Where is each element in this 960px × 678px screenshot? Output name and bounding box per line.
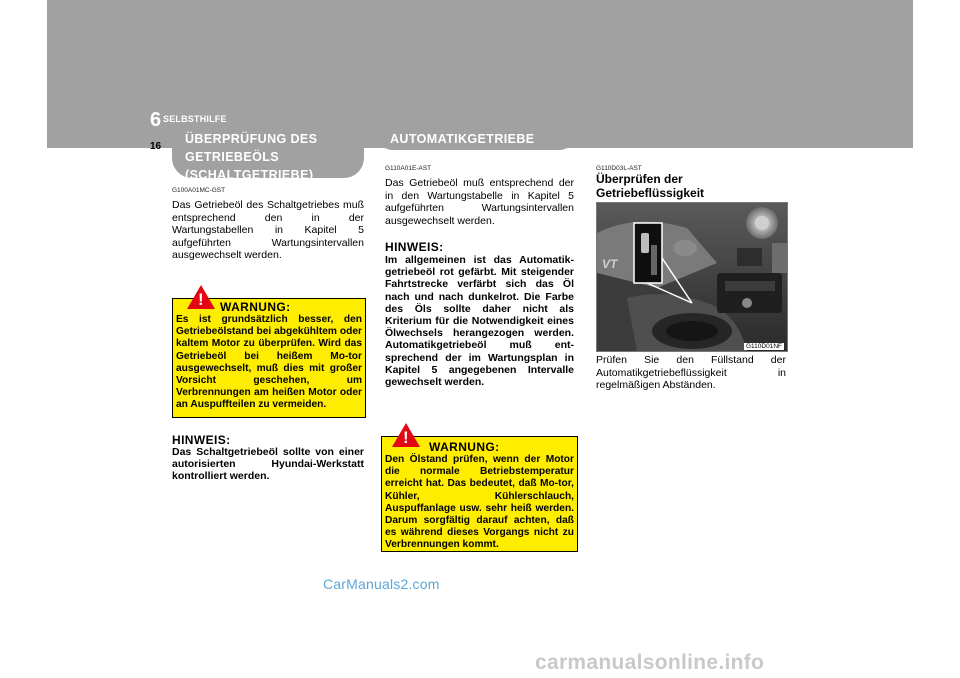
section-title-line-1: ÜBERPRÜFUNG DES: [185, 132, 318, 146]
section-code: G100A01MC-GST: [172, 187, 226, 194]
subheading-line-1: Überprüfen der: [596, 172, 683, 186]
warning-text: Es ist grundsätzlich besser, den Getriebeölstand bei abgekühltem oder kaltem Motor zu überprüfen. Wird das Getriebeöl bei heißem Mo-tor ausgewechselt, muß dies mit großer Vorsicht geschehen, um Verbrennungen am heißen Motor oder an Auspuffteilen zu vermeiden.: [176, 314, 362, 411]
note-text: Im allgemeinen ist das Automatik-getriebeöl rot gefärbt. Mit steigender Fahrtstrecke verfärbt sich das Öl nach und nach dunkelrot. Die Farbe des Öls sollte daher nicht als Kriterium für die Notwendigkeit eines Ölwechsels herangezogen werden. Automatikgetriebeöl muß ent-sprechend der im Wartungsplan in Kapitel 5 angegebenen Intervalle gewechselt werden.: [385, 254, 574, 389]
chapter-title: SELBSTHILFE: [163, 114, 227, 124]
paragraph-check-fluid: Prüfen Sie den Füllstand der Automatikgetriebeflüssigkeit in regelmäßigen Abständen.: [596, 354, 786, 391]
section-title: AUTOMATIKGETRIEBE: [390, 132, 535, 146]
section-title-line-2: GETRIEBEÖLS: [185, 150, 279, 164]
image-label: G110D01NF: [745, 343, 782, 350]
section-title-line-3: (SCHALTGETRIEBE): [185, 168, 314, 182]
header-band: [47, 0, 913, 148]
note-heading: HINWEIS:: [385, 240, 444, 254]
exclamation-icon: !: [403, 428, 409, 447]
warning-box-middle: [381, 428, 578, 552]
exclamation-icon: !: [198, 290, 204, 309]
paragraph-automatic-oil-change: Das Getriebeöl muß entsprechend der in den Wartungstabelle in Kapitel 5 aufgeführten Wartungsintervallen ausgewechselt werden.: [385, 177, 574, 227]
watermark-carmanualsonline: carmanualsonline.info: [535, 651, 765, 674]
warning-text: Den Ölstand prüfen, wenn der Motor die normale Betriebstemperatur erreicht hat. Das bedeutet, daß Mo-tor, Kühler, Kühlerschlauch, Auspuffanlage usw. sehr heiß werden. Darum sorgfältig darauf achten, daß es während dieses Vorgangs nicht zu Verbrennungen kommt.: [385, 454, 574, 551]
note-heading: HINWEIS:: [172, 433, 231, 447]
warning-box-left: [172, 290, 366, 418]
note-text: Das Schaltgetriebeöl sollte von einer autorisierten Hyundai-Werkstatt kontrolliert werden.: [172, 446, 364, 483]
paragraph-manual-oil-change: Das Getriebeöl des Schaltgetriebes muß entsprechend den in der Wartungstabellen in Kapitel 5 aufgeführten Wartungsintervallen ausgewechselt werden.: [172, 199, 364, 261]
page-number: 16: [150, 141, 162, 152]
warning-heading: WARNUNG:: [429, 440, 500, 454]
subheading: [596, 173, 704, 200]
subheading-line-2: Getriebeflüssigkeit: [596, 185, 705, 200]
engine-bay-illustration: [597, 203, 787, 351]
watermark-carmanuals2[interactable]: CarManuals2.com: [323, 576, 440, 592]
section-title-automatic-gearbox: [378, 128, 574, 150]
engine-bay-photo: [596, 202, 788, 352]
section-title-manual-gearbox: [172, 128, 364, 182]
warning-heading: WARNUNG:: [220, 300, 291, 314]
section-code: G110A01E-AST: [385, 165, 432, 172]
chapter-number: 6: [150, 109, 162, 131]
section-code: G110D03L-AST: [596, 165, 642, 172]
svg-text:VT: VT: [602, 257, 618, 271]
